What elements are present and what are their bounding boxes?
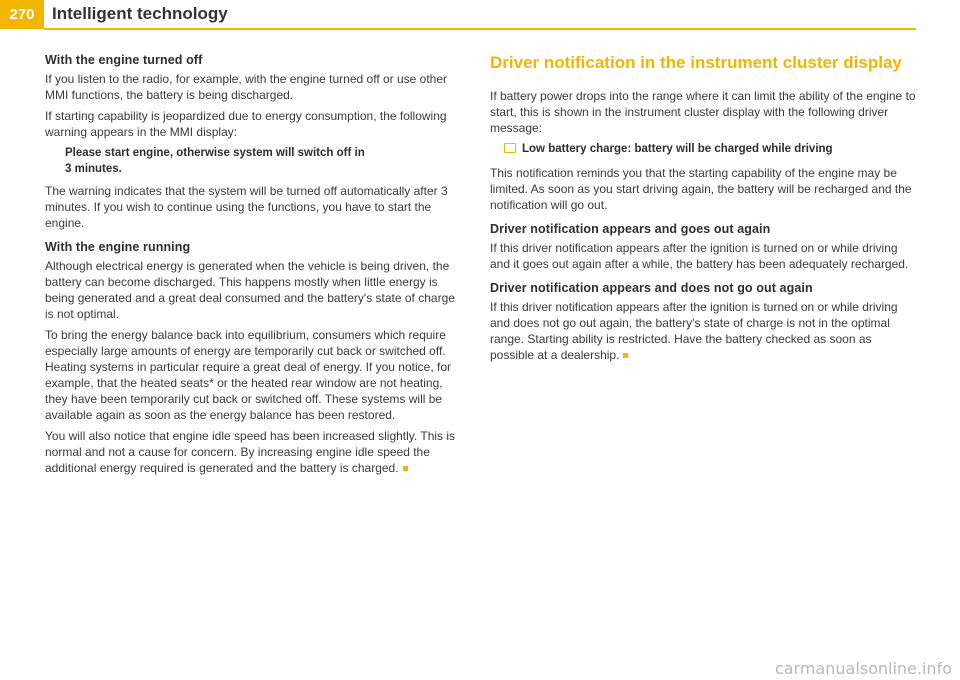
driver-message-text: Low battery charge: battery will be charged while driving	[522, 143, 833, 155]
left-column	[45, 52, 459, 481]
page-number: 270	[0, 0, 44, 29]
heading-driver-notification: Driver notification in the instrument cluster display	[490, 53, 902, 72]
paragraph-text: If this driver notification appears after the ignition is turned on or while driving and does not go out again, the battery's state of charge is not in the optimal range. Starting ability is restricted. Have the battery checked as soon as possible at a dealership.	[490, 300, 898, 362]
heading-engine-running: With the engine running	[45, 240, 191, 254]
heading-goes-out: Driver notification appears and goes out again	[490, 222, 771, 236]
paragraph: This notification reminds you that the starting capability of the engine may be limited. As soon as you start driving again, the battery will be recharged and the notification will go out.	[490, 166, 912, 212]
paragraph	[45, 428, 459, 476]
paragraph: Although electrical energy is generated when the vehicle is being driven, the battery can become discharged. This happens mostly when little energy is being generated and a great deal consumed and the battery's state of charge is not optimal.	[45, 259, 455, 321]
section-end-mark	[623, 353, 628, 358]
header-rule	[44, 28, 916, 30]
heading-does-not-go-out: Driver notification appears and does not go out again	[490, 281, 813, 295]
paragraph	[490, 299, 916, 363]
mmi-warning-message	[65, 145, 459, 177]
paragraph: If this driver notification appears after the ignition is turned on or while driving and it goes out again after a while, the battery has been adequately recharged.	[490, 241, 909, 271]
section-title: Intelligent technology	[52, 4, 228, 23]
watermark: carmanualsonline.info	[774, 659, 952, 678]
paragraph: The warning indicates that the system will be turned off automatically after 3 minutes. If you wish to continue using the functions, you have to start the engine.	[45, 184, 448, 230]
battery-icon	[504, 143, 516, 153]
section-end-mark	[403, 466, 408, 471]
paragraph: To bring the energy balance back into equilibrium, consumers which require especially large amounts of energy are temporarily cut back or switched off. Heating systems in particular require a great deal of energy. If you notice, for example, that the heated seats* or the heated rear window are not heating, they have been temporarily cut back or switched off. These systems will be available again as soon as the energy balance has been restored.	[45, 328, 451, 422]
paragraph: If you listen to the radio, for example, with the engine turned off or use other MMI functions, the battery is being discharged.	[45, 72, 448, 102]
mmi-warning-line2: 3 minutes.	[65, 163, 122, 175]
right-column	[490, 52, 916, 368]
paragraph: If starting capability is jeopardized due to energy consumption, the following warning appears in the MMI display:	[45, 109, 447, 139]
driver-message	[504, 141, 916, 157]
mmi-warning-line1: Please start engine, otherwise system will switch off in	[65, 147, 365, 159]
heading-engine-off: With the engine turned off	[45, 53, 203, 67]
paragraph-text: You will also notice that engine idle speed has been increased slightly. This is normal and not a cause for concern. By increasing engine idle speed the additional energy required is generated and the battery is charged.	[45, 429, 456, 475]
paragraph: If battery power drops into the range where it can limit the ability of the engine to start, this is shown in the instrument cluster display with the following driver message:	[490, 89, 916, 135]
